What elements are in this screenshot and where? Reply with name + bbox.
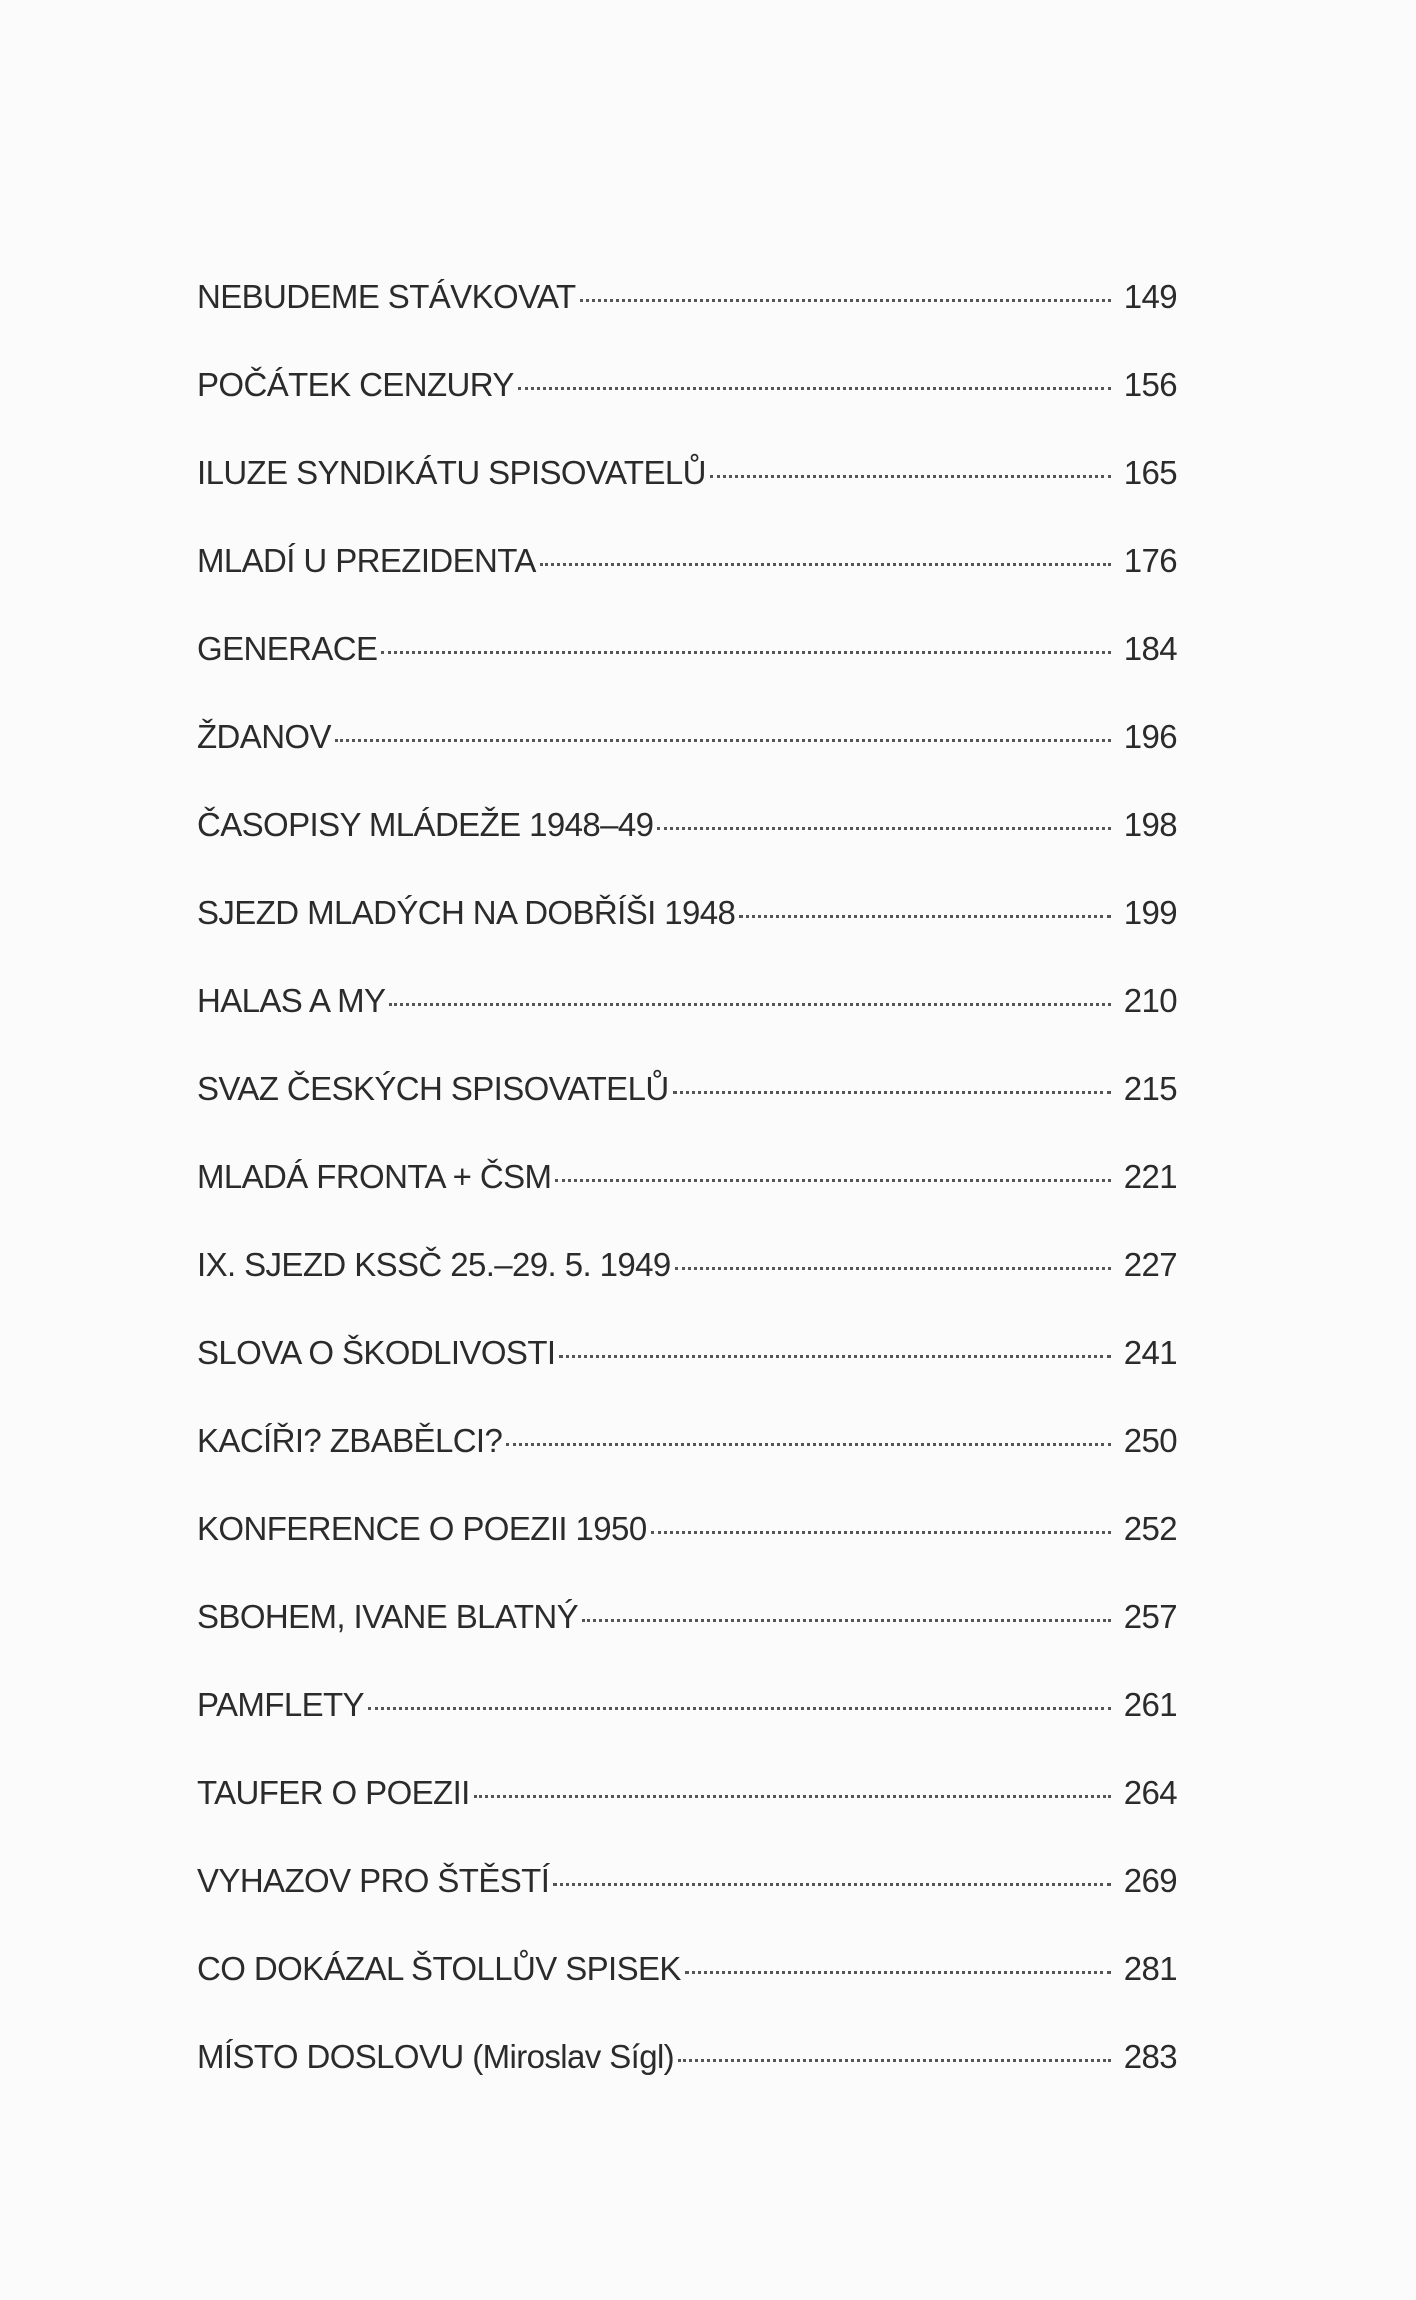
toc-entry-title: SVAZ ČESKÝCH SPISOVATELŮ	[197, 1070, 669, 1107]
toc-entry	[197, 366, 1177, 454]
toc-entry-title: KACÍŘI? ZBABĚLCI?	[197, 1422, 503, 1459]
toc-entry-title: MLADÍ U PREZIDENTA	[197, 542, 536, 579]
dot-leader	[678, 2059, 1111, 2062]
toc-entry-page: 281	[1123, 1950, 1177, 1987]
toc-entry	[197, 1686, 1177, 1774]
toc-entry	[197, 1510, 1177, 1598]
toc-entry-title: SBOHEM, IVANE BLATNÝ	[197, 1598, 579, 1635]
toc-entry	[197, 2038, 1177, 2126]
dot-leader	[582, 1619, 1111, 1622]
toc-entry-page: 196	[1123, 718, 1177, 755]
toc-entry-title: MLADÁ FRONTA + ČSM	[197, 1158, 552, 1195]
toc-entry-page: 210	[1123, 982, 1177, 1019]
toc-entry	[197, 630, 1177, 718]
dot-leader	[673, 1091, 1111, 1094]
toc-entry	[197, 1598, 1177, 1686]
table-of-contents	[197, 278, 1177, 2126]
toc-entry-page: 283	[1123, 2038, 1177, 2075]
toc-entry	[197, 1246, 1177, 1334]
toc-entry-title: IX. SJEZD KSSČ 25.–29. 5. 1949	[197, 1246, 671, 1283]
toc-entry-page: 165	[1123, 454, 1177, 491]
toc-entry	[197, 982, 1177, 1070]
dot-leader	[389, 1003, 1111, 1006]
toc-entry-title: VYHAZOV PRO ŠTĚSTÍ	[197, 1862, 550, 1899]
toc-entry-page: 199	[1123, 894, 1177, 931]
toc-entry-title: CO DOKÁZAL ŠTOLLŮV SPISEK	[197, 1950, 681, 1987]
toc-entry-page: 227	[1123, 1246, 1177, 1283]
toc-entry-title: ŽDANOV	[197, 718, 331, 755]
toc-entry-title: SLOVA O ŠKODLIVOSTI	[197, 1334, 556, 1371]
toc-entry-title: KONFERENCE O POEZII 1950	[197, 1510, 647, 1547]
toc-entry-title: ILUZE SYNDIKÁTU SPISOVATELŮ	[197, 454, 706, 491]
toc-entry-title: TAUFER O POEZII	[197, 1774, 470, 1811]
toc-entry-page: 198	[1123, 806, 1177, 843]
toc-entry	[197, 1334, 1177, 1422]
toc-entry-page: 241	[1123, 1334, 1177, 1371]
toc-entry-page: 269	[1123, 1862, 1177, 1899]
toc-entry	[197, 278, 1177, 366]
toc-entry-page: 221	[1123, 1158, 1177, 1195]
toc-entry	[197, 1158, 1177, 1246]
toc-entry	[197, 542, 1177, 630]
dot-leader	[540, 563, 1111, 566]
toc-entry-page: 156	[1123, 366, 1177, 403]
dot-leader	[675, 1267, 1111, 1270]
toc-entry-page: 261	[1123, 1686, 1177, 1723]
dot-leader	[739, 915, 1111, 918]
toc-entry	[197, 1862, 1177, 1950]
toc-entry	[197, 894, 1177, 982]
toc-entry-page: 264	[1123, 1774, 1177, 1811]
dot-leader	[518, 387, 1111, 390]
toc-entry-title: SJEZD MLADÝCH NA DOBŘÍŠI 1948	[197, 894, 736, 931]
toc-entry	[197, 718, 1177, 806]
toc-entry-page: 184	[1123, 630, 1177, 667]
toc-entry-page: 252	[1123, 1510, 1177, 1547]
toc-entry	[197, 1774, 1177, 1862]
dot-leader	[474, 1795, 1111, 1798]
toc-entry-page: 176	[1123, 542, 1177, 579]
toc-entry-title: PAMFLETY	[197, 1686, 364, 1723]
toc-entry	[197, 454, 1177, 542]
dot-leader	[580, 299, 1111, 302]
toc-entry-title: NEBUDEME STÁVKOVAT	[197, 278, 576, 315]
toc-entry-title: MÍSTO DOSLOVU (Miroslav Sígl)	[197, 2038, 675, 2075]
toc-entry	[197, 806, 1177, 894]
toc-entry-page: 257	[1123, 1598, 1177, 1635]
toc-entry	[197, 1422, 1177, 1510]
dot-leader	[651, 1531, 1111, 1534]
toc-entry-title: ČASOPISY MLÁDEŽE 1948–49	[197, 806, 654, 843]
dot-leader	[506, 1443, 1111, 1446]
dot-leader	[559, 1355, 1111, 1358]
dot-leader	[657, 827, 1111, 830]
toc-entry-title: POČÁTEK CENZURY	[197, 366, 514, 403]
dot-leader	[381, 651, 1111, 654]
toc-entry	[197, 1950, 1177, 2038]
dot-leader	[710, 475, 1111, 478]
toc-entry-title: HALAS A MY	[197, 982, 386, 1019]
dot-leader	[555, 1179, 1111, 1182]
toc-entry	[197, 1070, 1177, 1158]
toc-entry-page: 149	[1123, 278, 1177, 315]
toc-entry-title: GENERACE	[197, 630, 378, 667]
toc-entry-page: 250	[1123, 1422, 1177, 1459]
dot-leader	[368, 1707, 1111, 1710]
dot-leader	[553, 1883, 1111, 1886]
dot-leader	[335, 739, 1111, 742]
dot-leader	[685, 1971, 1111, 1974]
toc-entry-page: 215	[1123, 1070, 1177, 1107]
